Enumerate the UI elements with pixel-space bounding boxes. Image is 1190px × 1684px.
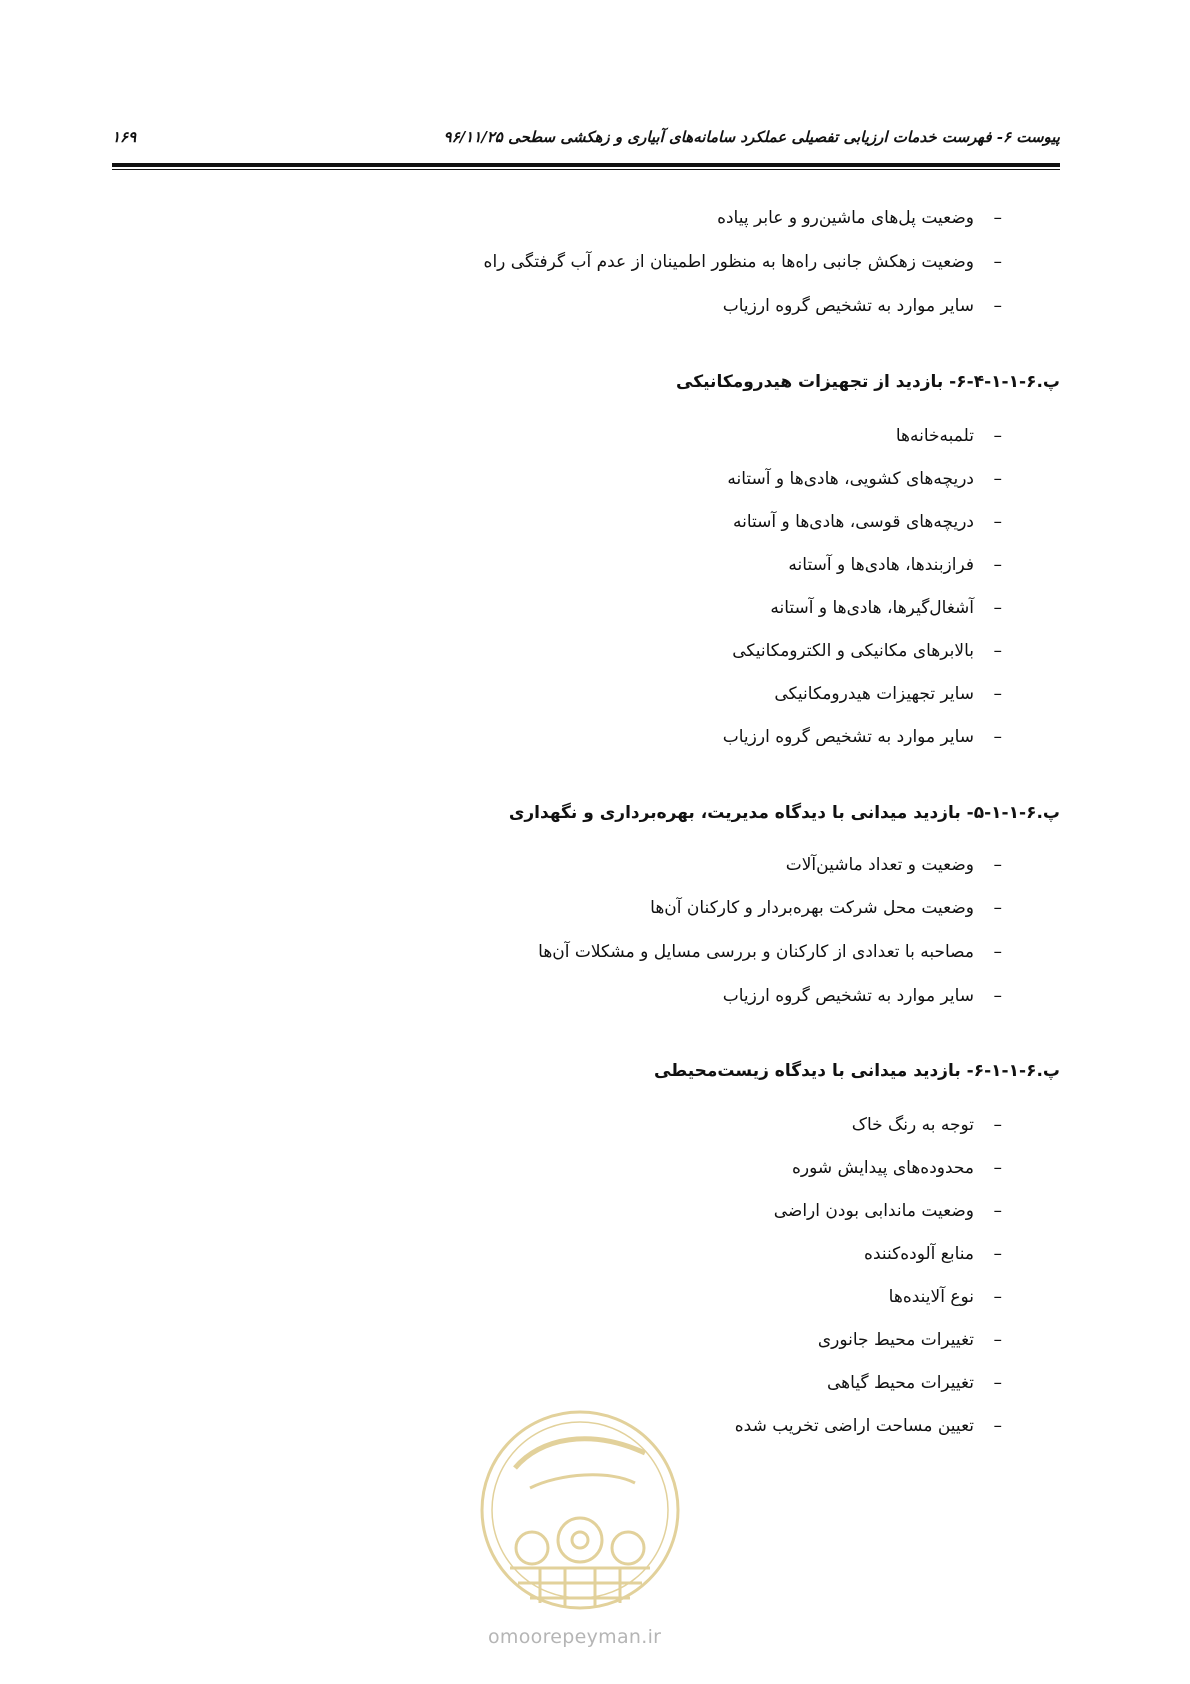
section-heading-hydromechanical: پ.۶-۱-۱-۴-۶- بازدید از تجهیزات هیدرومکانیکی	[676, 372, 1060, 392]
bullet-dash: –	[993, 1115, 1002, 1135]
list-item: –آشغال‌گیرها، هادی‌ها و آستانه	[770, 598, 1002, 618]
list-item: –دریچه‌های قوسی، هادی‌ها و آستانه	[733, 512, 1002, 532]
page-header	[112, 128, 1060, 160]
list-item: –سایر موارد به تشخیص گروه ارزیاب	[722, 296, 1002, 316]
bullet-dash: –	[993, 727, 1002, 747]
bullet-dash: –	[993, 598, 1002, 618]
list-item: –وضعیت ماندابی بودن اراضی	[773, 1201, 1002, 1221]
header-rule-thin	[112, 169, 1060, 170]
list-item: –فرازبندها، هادی‌ها و آستانه	[788, 555, 1002, 575]
bullet-dash: –	[993, 1244, 1002, 1264]
list-item: –منابع آلوده‌کننده	[864, 1244, 1002, 1264]
bullet-dash: –	[993, 1201, 1002, 1221]
list-item: –تغییرات محیط گیاهی	[827, 1373, 1002, 1393]
list-item: –وضعیت زهکش جانبی راه‌ها به منظور اطمینان از عدم آب گرفتگی راه	[483, 252, 1002, 272]
page-number: ۱۶۹	[112, 128, 137, 146]
bullet-dash: –	[993, 1373, 1002, 1393]
bullet-dash: –	[993, 252, 1002, 272]
header-rule-thick	[112, 163, 1060, 167]
header-title: پیوست ۶- فهرست خدمات ارزیابی تفصیلی عملکرد سامانه‌های آبیاری و زهکشی سطحی ۹۶/۱۱/۲۵	[443, 128, 1060, 146]
bullet-dash: –	[993, 942, 1002, 962]
watermark-url: omoorepeyman.ir	[488, 1626, 662, 1648]
list-item: –تلمبه‌خانه‌ها	[895, 426, 1002, 446]
list-item: –محدوده‌های پیدایش شوره	[791, 1158, 1002, 1178]
section-heading-management: پ.۶-۱-۱-۵- بازدید میدانی با دیدگاه مدیریت، بهره‌برداری و نگهداری	[508, 803, 1060, 823]
bullet-dash: –	[993, 1330, 1002, 1350]
list-item: –توجه به رنگ خاک	[851, 1115, 1002, 1135]
watermark-seal-icon	[470, 1398, 690, 1628]
bullet-dash: –	[993, 512, 1002, 532]
bullet-dash: –	[993, 1287, 1002, 1307]
list-item: –تغییرات محیط جانوری	[817, 1330, 1002, 1350]
list-item: –وضعیت و تعداد ماشین‌آلات	[785, 855, 1002, 875]
list-item: –نوع آلاینده‌ها	[888, 1287, 1002, 1307]
section-heading-environment: پ.۶-۱-۱-۶- بازدید میدانی با دیدگاه زیست‌محیطی	[653, 1061, 1060, 1081]
bullet-dash: –	[993, 1158, 1002, 1178]
list-item: –وضعیت محل شرکت بهره‌بردار و کارکنان آن‌ها	[650, 898, 1002, 918]
list-item: –سایر تجهیزات هیدرومکانیکی	[774, 684, 1002, 704]
watermark-logo	[470, 1398, 690, 1658]
list-item: –مصاحبه با تعدادی از کارکنان و بررسی مسایل و مشکلات آن‌ها	[538, 942, 1002, 962]
bullet-dash: –	[993, 684, 1002, 704]
bullet-dash: –	[993, 641, 1002, 661]
bullet-dash: –	[993, 296, 1002, 316]
bullet-dash: –	[993, 555, 1002, 575]
list-item: –دریچه‌های کشویی، هادی‌ها و آستانه	[727, 469, 1002, 489]
bullet-dash: –	[993, 208, 1002, 228]
list-item: –تعیین مساحت اراضی تخریب شده	[734, 1416, 1002, 1436]
bullet-dash: –	[993, 898, 1002, 918]
bullet-dash: –	[993, 855, 1002, 875]
list-item: –سایر موارد به تشخیص گروه ارزیاب	[722, 727, 1002, 747]
list-item: –وضعیت پل‌های ماشین‌رو و عابر پیاده	[717, 208, 1002, 228]
list-item: –بالابرهای مکانیکی و الکترومکانیکی	[732, 641, 1002, 661]
bullet-dash: –	[993, 469, 1002, 489]
bullet-dash: –	[993, 986, 1002, 1006]
bullet-dash: –	[993, 426, 1002, 446]
list-item: –سایر موارد به تشخیص گروه ارزیاب	[722, 986, 1002, 1006]
bullet-dash: –	[993, 1416, 1002, 1436]
